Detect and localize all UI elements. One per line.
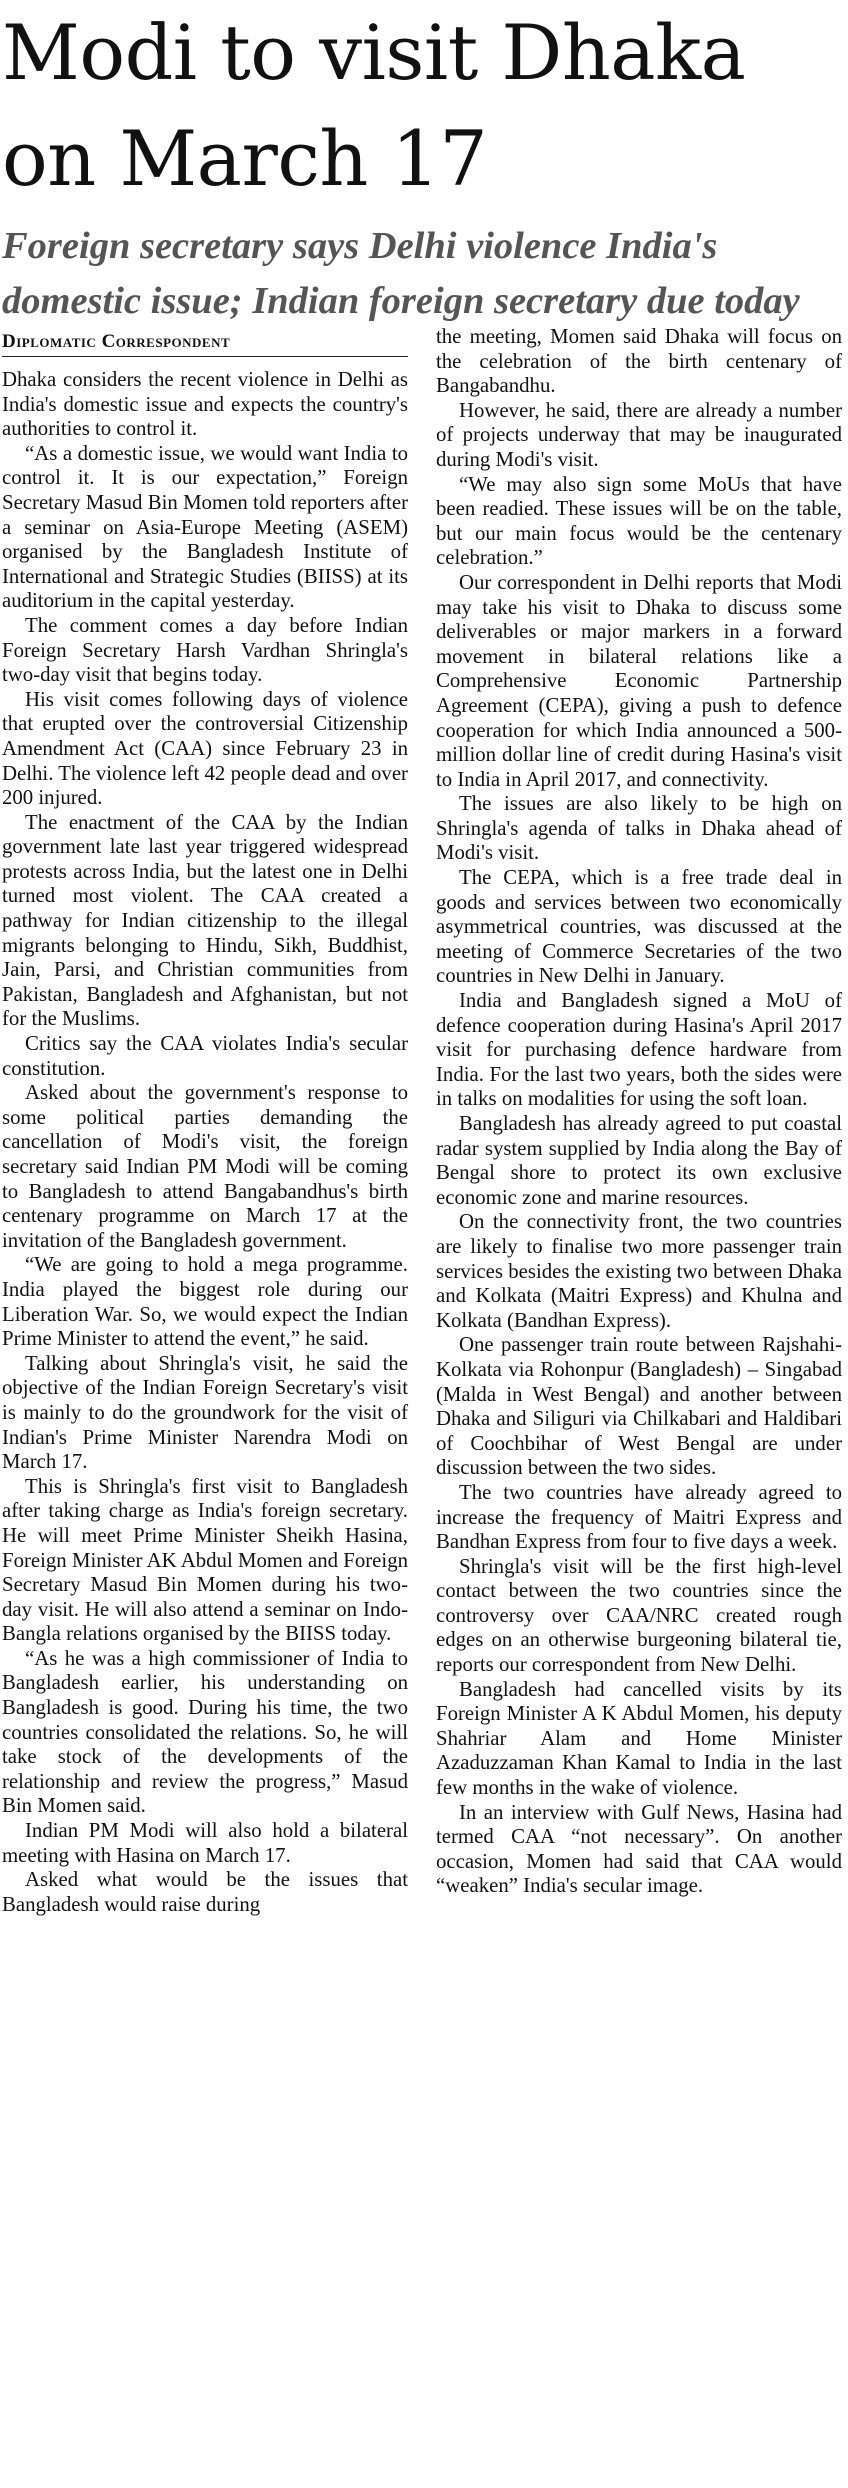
paragraph: the meeting, Momen said Dhaka will focus on the celebration of the birth centenary of Bangabandhu. bbox=[436, 325, 842, 398]
paragraph: Asked about the government's response to some political parties demanding the cancellation of Modi's visit, the foreign secretary said Indian PM Modi will be coming to Bangladesh to attend Bangabandhus's birth centenary programme on March 17 at the invitation of the Bangladesh government. bbox=[2, 1081, 408, 1252]
paragraph: One passenger train route between Rajshahi-Kolkata via Rohonpur (Bangladesh) – Singabad (Malda in West Bengal) and another between Dhaka and Siliguri via Chilkabari and Haldibari of Coochbihar of West Bengal are under discussion between the two sides. bbox=[436, 1333, 842, 1480]
paragraph: On the connectivity front, the two countries are likely to finalise two more passenger train services besides the existing two between Dhaka and Kolkata (Maitri Express) and Khulna and Kolkata (Bandhan Express). bbox=[436, 1210, 842, 1332]
paragraph: “As he was a high commissioner of India to Bangladesh earlier, his understanding on Bangladesh is good. During his time, the two countries consolidated the relations. So, he will take stock of the developments of the relationship and review the progress,” Masud Bin Momen said. bbox=[2, 1646, 408, 1818]
paragraph: Indian PM Modi will also hold a bilateral meeting with Hasina on March 17. bbox=[2, 1819, 408, 1867]
paragraph: Bangladesh has already agreed to put coastal radar system supplied by India along the Bay of Bengal shore to protect its own exclusive economic zone and marine resources. bbox=[436, 1112, 842, 1209]
paragraph: Dhaka considers the recent violence in Delhi as India's domestic issue and expects the country's authorities to control it. bbox=[2, 368, 408, 441]
paragraph: “We are going to hold a mega programme. India played the biggest role during our Liberation War. So, we would expect the Indian Prime Minister to attend the event,” he said. bbox=[2, 1253, 408, 1351]
paragraph: Critics say the CAA violates India's secular constitution. bbox=[2, 1032, 408, 1080]
paragraph: The two countries have already agreed to increase the frequency of Maitri Express and Bandhan Express from four to five days a week. bbox=[436, 1480, 842, 1554]
paragraph: This is Shringla's first visit to Bangladesh after taking charge as India's foreign secretary. He will meet Prime Minister Sheikh Hasina, Foreign Minister AK Abdul Momen and Foreign Secretary Masud Bin Momen during his two-day visit. He will also attend a seminar on Indo-Bangla relations organised by the BIISS today. bbox=[2, 1474, 408, 1646]
paragraph: However, he said, there are already a number of projects underway that may be inaugurated during Modi's visit. bbox=[436, 398, 842, 471]
paragraph: The comment comes a day before Indian Foreign Secretary Harsh Vardhan Shringla's two-day visit that begins today. bbox=[2, 613, 408, 687]
paragraph: Shringla's visit will be the first high-level contact between the two countries since the controversy over CAA/NRC created rough edges on an otherwise burgeoning bilateral tie, reports our correspondent from New Delhi. bbox=[436, 1554, 842, 1677]
paragraph: “As a domestic issue, we would want India to control it. It is our expectation,” Foreign Secretary Masud Bin Momen told reporters after a seminar on Asia-Europe Meeting (ASEM) organised by the Bangladesh Institute of International and Strategic Studies (BIISS) at its auditorium in the capital yesterday. bbox=[2, 441, 408, 613]
paragraph: The CEPA, which is a free trade deal in goods and services between two economically asymmetrical countries, was discussed at the meeting of Commerce Secretaries of the two countries in New Delhi in January. bbox=[436, 866, 842, 988]
right-column bbox=[436, 325, 842, 1899]
paragraph: The enactment of the CAA by the Indian government late last year triggered widespread protests across India, but the latest one in Delhi turned most violent. The CAA created a pathway for Indian citizenship to the illegal migrants belonging to Hindu, Sikh, Buddhist, Jain, Parsi, and Christian communities from Pakistan, Bangladesh and Afghanistan, but not for the Muslims. bbox=[2, 810, 408, 1031]
paragraph: Talking about Shringla's visit, he said the objective of the Indian Foreign Secretary's visit is mainly to do the groundwork for the visit of Indian's Prime Minister Narendra Modi on March 17. bbox=[2, 1351, 408, 1474]
paragraph: The issues are also likely to be high on Shringla's agenda of talks in Dhaka ahead of Modi's visit. bbox=[436, 792, 842, 865]
paragraph: Our correspondent in Delhi reports that Modi may take his visit to Dhaka to discuss some deliverables or major markers in a forward movement in bilateral relations like a Comprehensive Economic Partnership Agreement (CEPA), giving a push to defence cooperation for which India announced a 500-million dollar line of credit during Hasina's visit to India in April 2017, and connectivity. bbox=[436, 570, 842, 791]
paragraph: Asked what would be the issues that Bangladesh would raise during bbox=[2, 1868, 408, 1916]
headline: Modi to visit Dhaka on March 17 bbox=[2, 8, 746, 203]
paragraph: India and Bangladesh signed a MoU of defence cooperation during Hasina's April 2017 visit for purchasing defence hardware from India. For the last two years, both the sides were in talks on modalities for using the soft loan. bbox=[436, 989, 842, 1111]
paragraph: “We may also sign some MoUs that have been readied. These issues will be on the table, but our main focus would be the centenary celebration.” bbox=[436, 472, 842, 570]
paragraph: Bangladesh had cancelled visits by its Foreign Minister A K Abdul Momen, his deputy Shahriar Alam and Home Minister Azaduzzaman Khan Kamal to India in the last few months in the wake of violence. bbox=[436, 1677, 842, 1800]
paragraph: In an interview with Gulf News, Hasina had termed CAA “not necessary”. On another occasion, Momen had said that CAA would “weaken” India's secular image. bbox=[436, 1800, 842, 1898]
byline: Diplomatic Correspondent bbox=[2, 331, 231, 352]
byline-rule bbox=[2, 356, 408, 357]
paragraph: His visit comes following days of violence that erupted over the controversial Citizenship Amendment Act (CAA) since February 23 in Delhi. The violence left 42 people dead and over 200 injured. bbox=[2, 687, 408, 810]
subheadline: Foreign secretary says Delhi violence India's domestic issue; Indian foreign secretary due today bbox=[2, 225, 800, 322]
left-column bbox=[2, 368, 408, 1917]
